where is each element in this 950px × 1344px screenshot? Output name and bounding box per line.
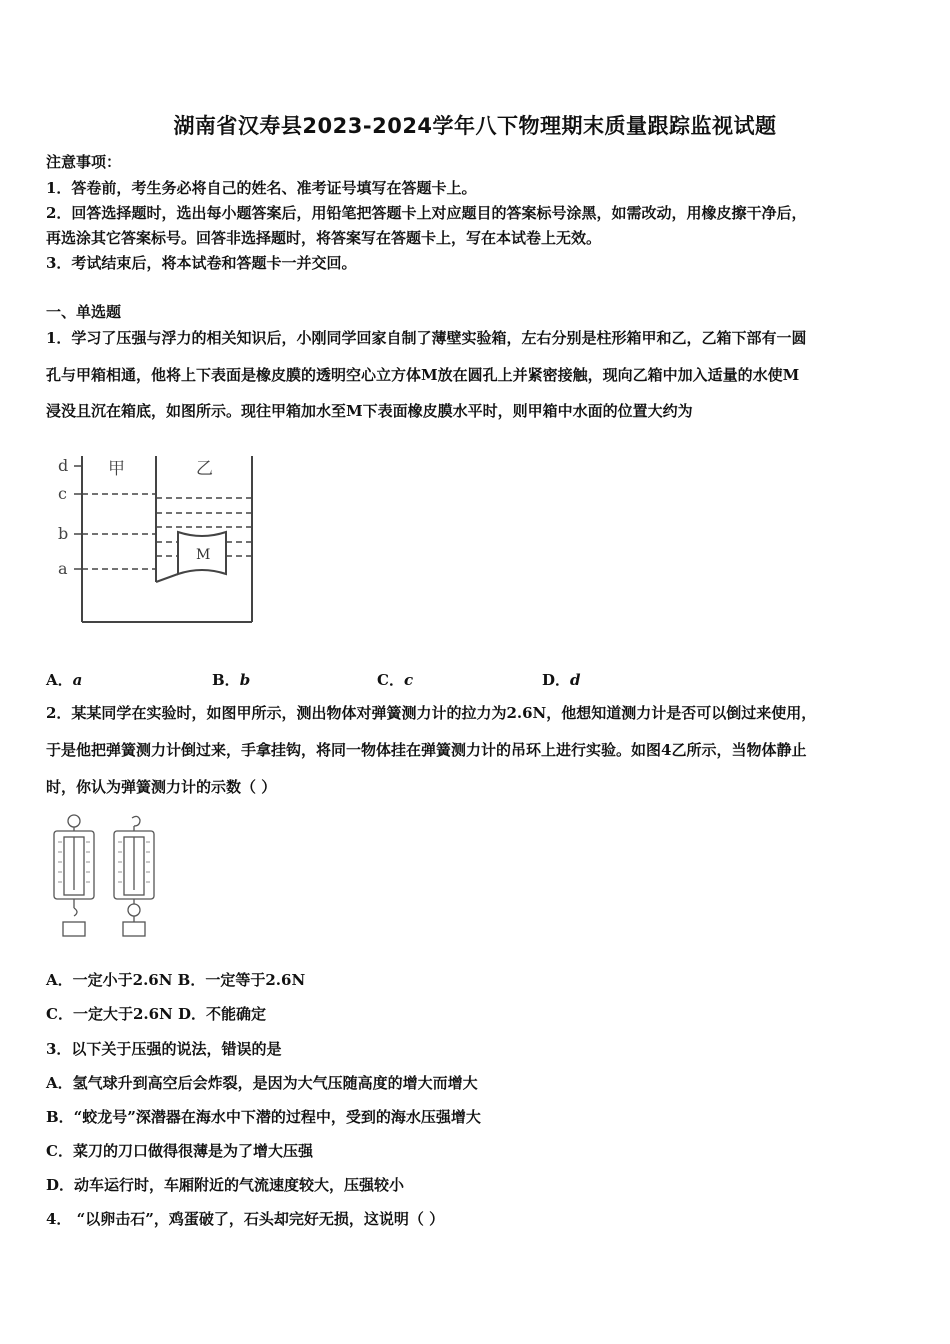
q1-option-b: B．b [212, 671, 251, 689]
scale-inverted [114, 816, 154, 936]
q1-tank-figure [50, 450, 270, 630]
mark-a: a [58, 559, 68, 578]
mark-d: d [58, 456, 69, 475]
notice-item: 再选涂其它答案标号。回答非选择题时，将答案写在答题卡上，写在本试卷上无效。 [46, 229, 602, 247]
q1-stem-line: 浸没且沉在箱底，如图所示。现往甲箱加水至M下表面橡皮膜水平时，则甲箱中水面的位置大约为 [46, 402, 693, 420]
q2-options-row: C．一定大于2.6N D．不能确定 [46, 1005, 266, 1023]
notice-item: 2．回答选择题时，选出每小题答案后，用铅笔把答题卡上对应题目的答案标号涂黑，如需改动，用橡皮擦干净后， [46, 204, 807, 222]
q3-stem: 3．以下关于压强的说法，错误的是 [46, 1040, 282, 1058]
q3-option-c: C．菜刀的刀口做得很薄是为了增大压强 [46, 1142, 313, 1160]
q2-stem-line: 时，你认为弹簧测力计的示数（ ） [46, 778, 277, 796]
q4-stem: 4． “以卵击石”，鸡蛋破了，石头却完好无损，这说明（ ） [46, 1210, 445, 1228]
mark-b: b [58, 524, 69, 543]
q1-stem-line: 1．学习了压强与浮力的相关知识后，小刚同学回家自制了薄壁实验箱，左右分别是柱形箱甲和乙，乙箱下部有一圆 [46, 329, 807, 347]
q1-stem-line: 孔与甲箱相通，他将上下表面是橡皮膜的透明空心立方体M放在圆孔上并紧密接触，现向乙箱中加入适量的水使M [46, 366, 800, 384]
q2-stem-line: 于是他把弹簧测力计倒过来，手拿挂钩，将同一物体挂在弹簧测力计的吊环上进行实验。如图4乙所示，当物体静止 [46, 741, 807, 759]
scale-upright [54, 815, 94, 936]
notice-heading: 注意事项： [46, 153, 122, 171]
q1-option-c: C．c [377, 671, 414, 689]
q3-option-a: A．氢气球升到高空后会炸裂，是因为大气压随高度的增大而增大 [46, 1074, 478, 1092]
notice-item: 1．答卷前，考生务必将自己的姓名、准考证号填写在答题卡上。 [46, 179, 477, 197]
label-jia: 甲 [108, 459, 125, 479]
q1-option-a: A．a [46, 671, 83, 689]
label-m: M [196, 547, 211, 563]
notice-item: 3．考试结束后，将本试卷和答题卡一并交回。 [46, 254, 357, 272]
q3-option-b: B．“蛟龙号”深潜器在海水中下潜的过程中，受到的海水压强增大 [46, 1108, 481, 1126]
q2-options-row: A．一定小于2.6N B．一定等于2.6N [46, 971, 306, 989]
section-heading: 一、单选题 [46, 303, 122, 321]
q3-option-d: D．动车运行时，车厢附近的气流速度较大，压强较小 [46, 1176, 405, 1194]
label-yi: 乙 [196, 459, 213, 479]
q2-stem-line: 2．某某同学在实验时，如图甲所示，测出物体对弹簧测力计的拉力为2.6N，他想知道测力计是否可以倒过来使用， [46, 704, 817, 722]
q1-option-d: D．d [542, 671, 581, 689]
q2-spring-scale-figure [44, 812, 164, 942]
page-title: 湖南省汉寿县2023-2024学年八下物理期末质量跟踪监视试题 [173, 114, 777, 138]
mark-c: c [58, 484, 67, 503]
